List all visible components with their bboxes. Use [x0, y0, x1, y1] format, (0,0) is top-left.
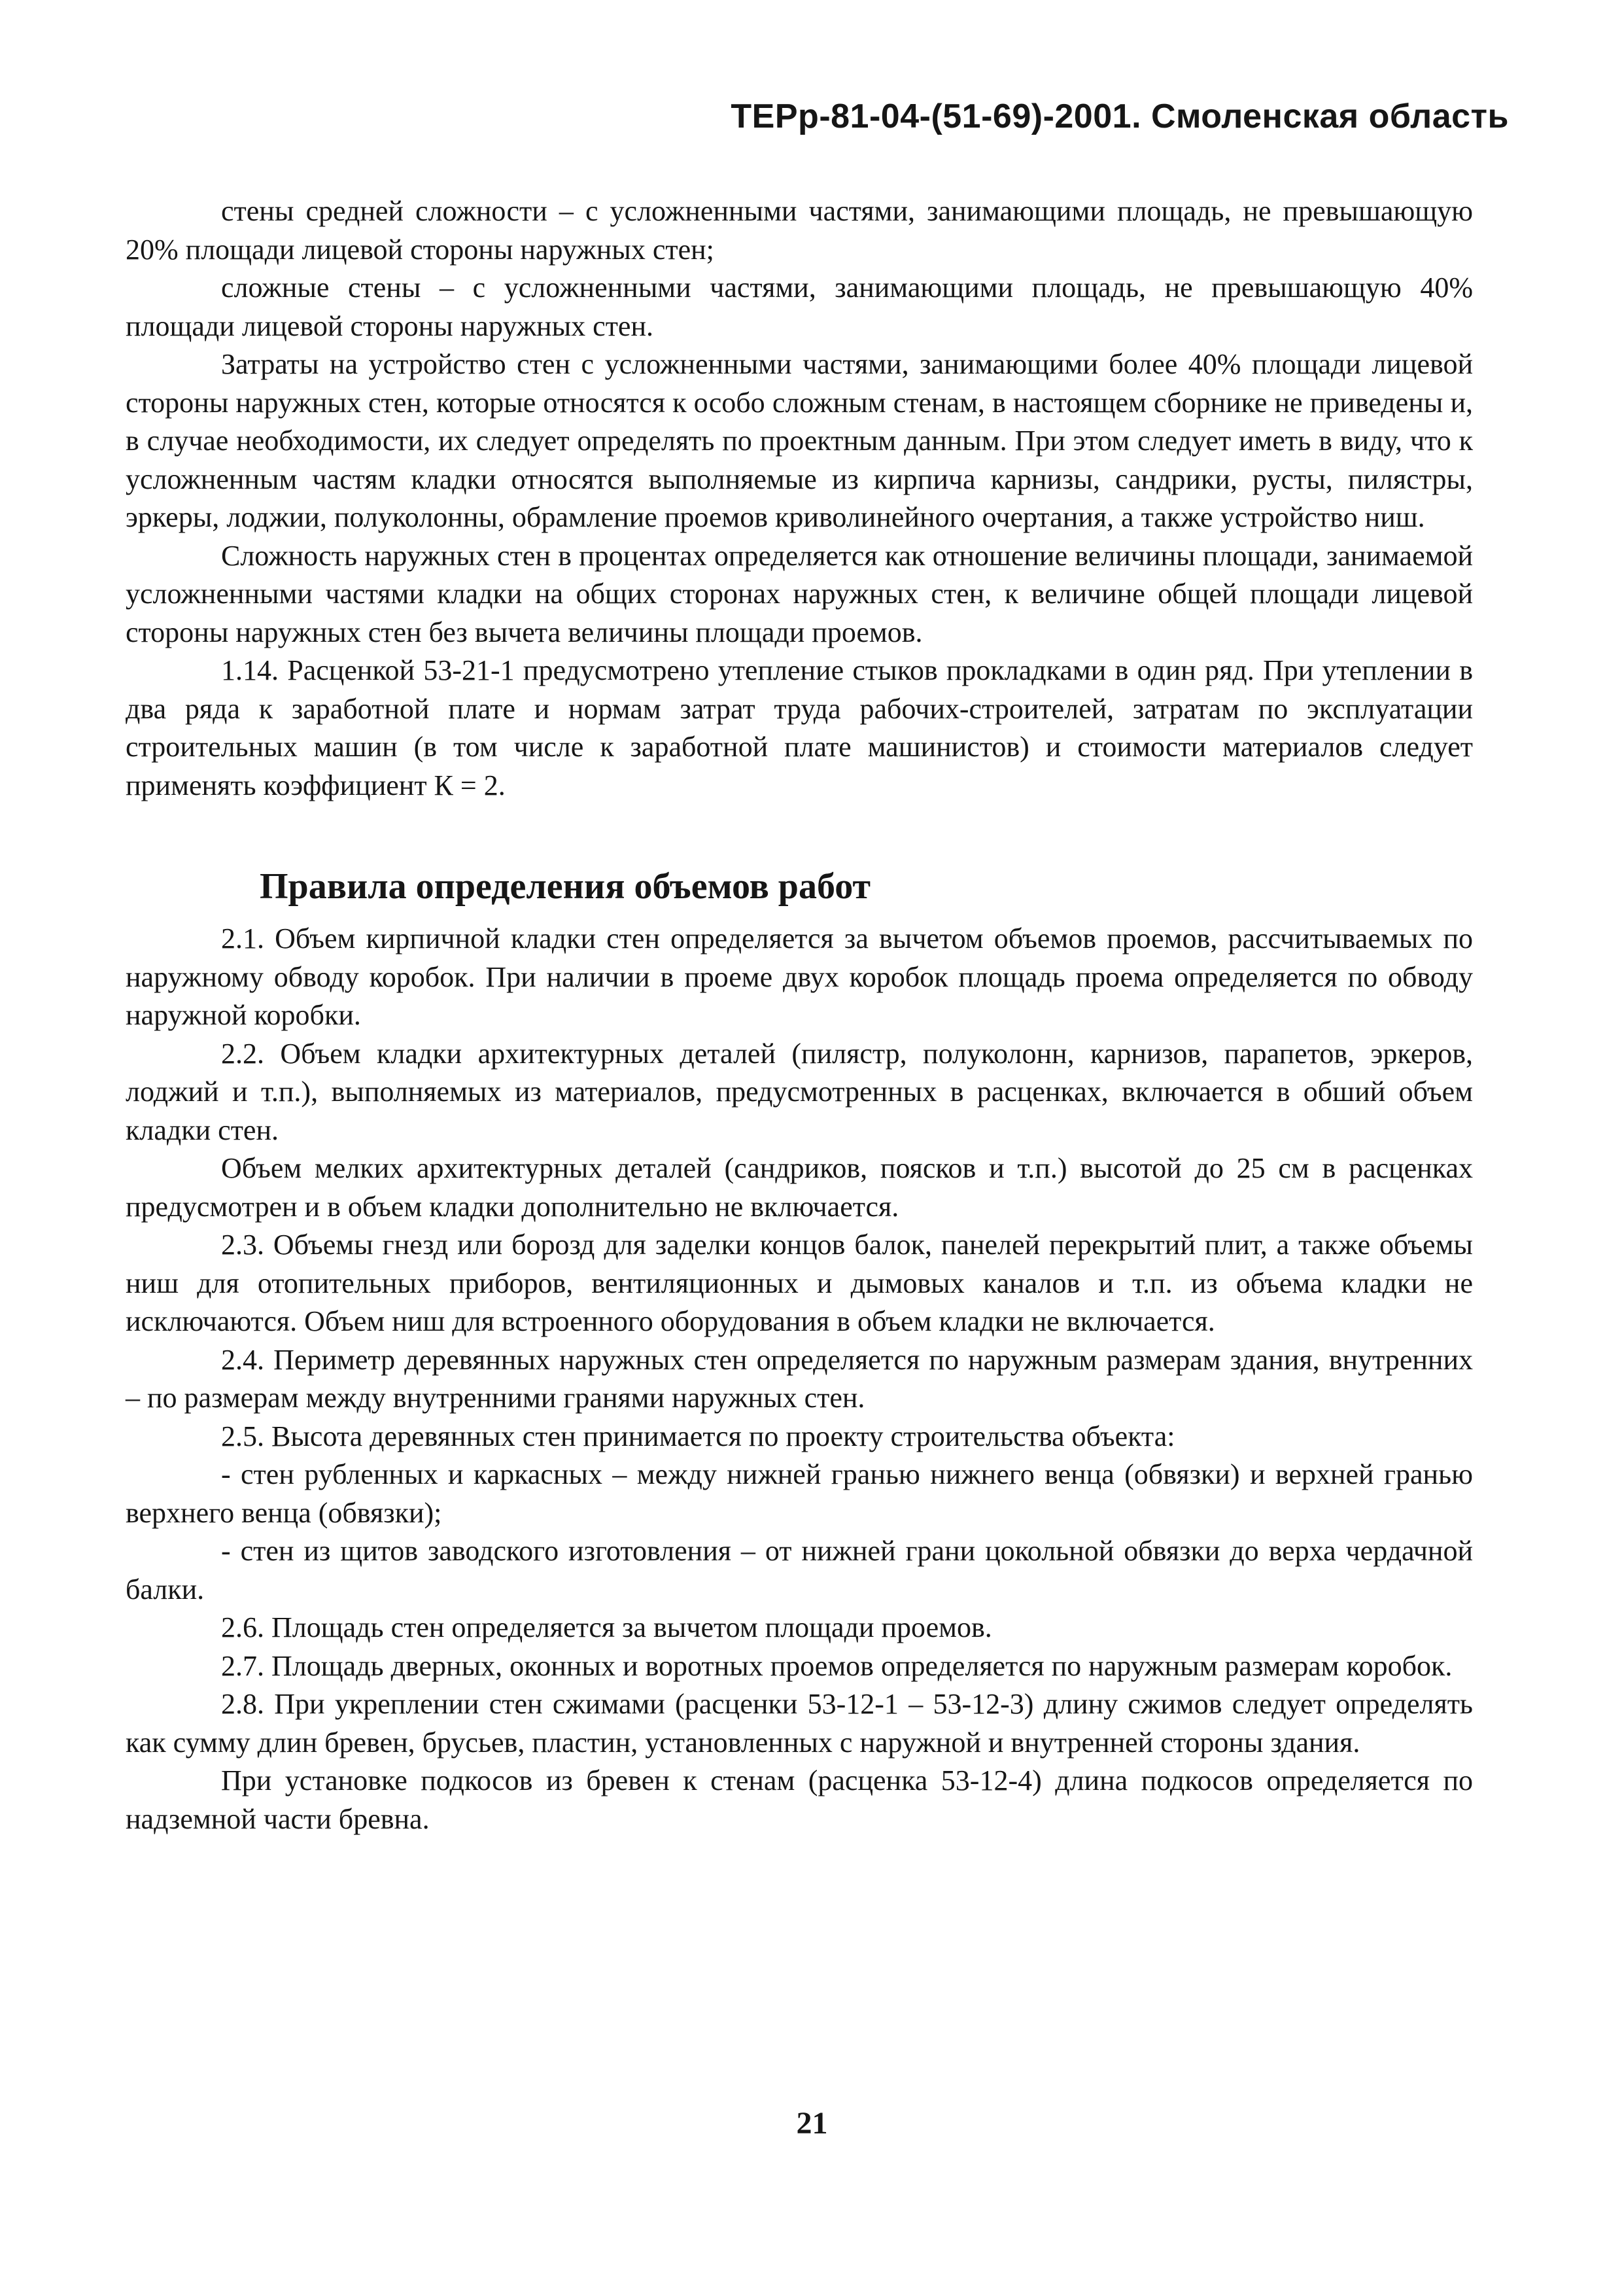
- paragraph: 2.1. Объем кирпичной кладки стен определяется за вычетом объемов проемов, рассчитываемых по наружному обводу коробок. При наличии в проеме двух коробок площадь проема определяется по обводу наружной коробки.: [126, 922, 1473, 1031]
- page-header: ТЕРр-81-04-(51-69)-2001. Смоленская область: [731, 97, 1509, 135]
- paragraph: сложные стены – с усложненными частями, занимающими площадь, не превышающую 40% площади лицевой стороны наружных стен.: [126, 272, 1473, 342]
- paragraphs-bottom: [126, 920, 1473, 1838]
- paragraph: При установке подкосов из бревен к стенам (расценка 53-12-4) длина подкосов определяется по надземной части бревна.: [126, 1764, 1473, 1835]
- paragraph: Объем мелких архитектурных деталей (сандриков, поясков и т.п.) высотой до 25 см в расценках предусмотрен и в объем кладки дополнительно не включается.: [126, 1152, 1473, 1223]
- paragraph: 2.7. Площадь дверных, оконных и воротных проемов определяется по наружным размерам коробок.: [221, 1649, 1453, 1682]
- paragraph: 2.6. Площадь стен определяется за вычетом площади проемов.: [221, 1611, 992, 1643]
- document-body: [126, 192, 1473, 1838]
- paragraphs-top: [126, 192, 1473, 805]
- paragraph: 1.14. Расценкой 53-21-1 предусмотрено утепление стыков прокладками в один ряд. При утеплении в два ряда к заработной плате и нормам затрат труда рабочих-строителей, затратам по эксплуатации строительных машин (в том числе к заработной плате машинистов) и стоимости материалов следует применять коэффициент К = 2.: [126, 654, 1473, 801]
- section-heading: Правила определения объемов работ: [260, 866, 871, 907]
- paragraph: - стен из щитов заводского изготовления – от нижней грани цокольной обвязки до верха чердачной балки.: [126, 1535, 1473, 1605]
- paragraph: 2.2. Объем кладки архитектурных деталей (пилястр, полуколонн, карнизов, парапетов, эркеров, лоджий и т.п.), выполняемых из материалов, предусмотренных в расценках, включается в обший объем кладки стен.: [126, 1037, 1473, 1146]
- paragraph: стены средней сложности – с усложненными частями, занимающими площадь, не превышающую 20% площади лицевой стороны наружных стен;: [126, 195, 1473, 266]
- paragraph: 2.3. Объемы гнезд или борозд для заделки концов балок, панелей перекрытий плит, а также объемы ниш для отопительных приборов, вентиляционных и дымовых каналов и т.п. из объема кладки не исключаются. Объем ниш для встроенного оборудования в объем кладки не включается.: [126, 1229, 1473, 1337]
- paragraph: Затраты на устройство стен с усложненными частями, занимающими более 40% площади лицевой стороны наружных стен, которые относятся к особо сложным стенам, в настоящем сборнике не приведены и, в случае необходимости, их следует определять по проектным данным. При этом следует иметь в виду, что к усложненным частям кладки относятся выполняемые из кирпича карнизы, сандрики, русты, пилястры, эркеры, лоджии, полуколонны, обрамление проемов криволинейного очертания, а также устройство ниш.: [126, 348, 1473, 533]
- paragraph: 2.5. Высота деревянных стен принимается по проекту строительства объекта:: [221, 1420, 1175, 1452]
- paragraph: Сложность наружных стен в процентах определяется как отношение величины площади, занимаемой усложненными частями кладки на общих сторонах наружных стен, к величине общей площади лицевой стороны наружных стен без вычета величины площади проемов.: [126, 539, 1473, 648]
- page-number: 21: [796, 2106, 828, 2141]
- paragraph: - стен рубленных и каркасных – между нижней гранью нижнего венца (обвязки) и верхней гранью верхнего венца (обвязки);: [126, 1458, 1473, 1529]
- paragraph: 2.4. Периметр деревянных наружных стен определяется по наружным размерам здания, внутренних – по размерам между внутренними гранями наружных стен.: [126, 1343, 1473, 1414]
- paragraph: 2.8. При укреплении стен сжимами (расценки 53-12-1 – 53-12-3) длину сжимов следует определять как сумму длин бревен, брусьев, пластин, установленных с наружной и внутренней стороны здания.: [126, 1688, 1473, 1759]
